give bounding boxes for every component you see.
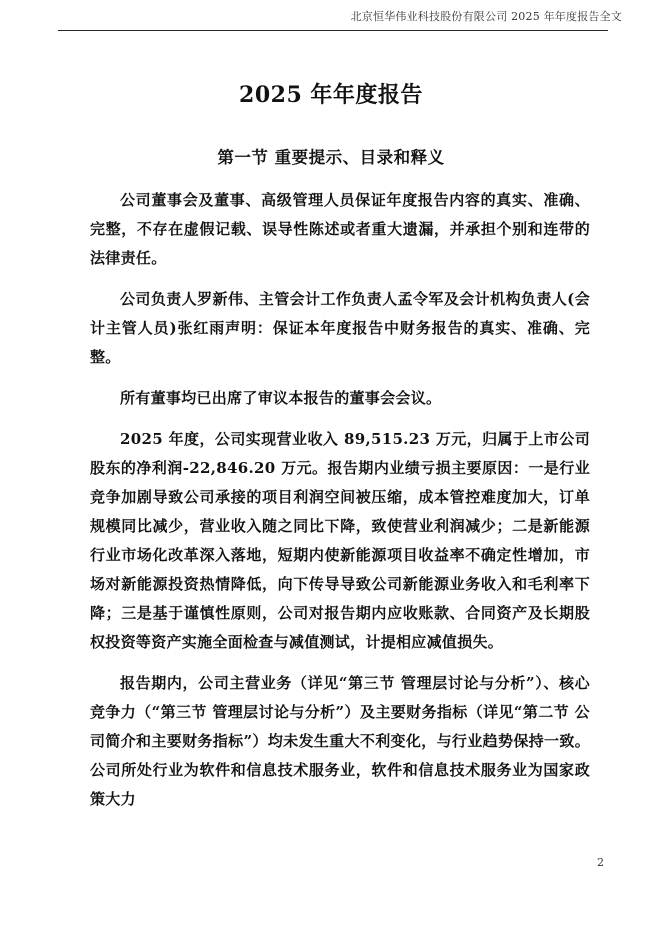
section-title: 第一节 重要提示、目录和释义: [217, 148, 445, 167]
page-number: 2: [597, 856, 604, 869]
header-divider: [58, 30, 608, 31]
paragraph-performance: 2025 年度，公司实现营业收入 89,515.23 万元，归属于上市公司股东的净利润-22,846.20 万元。报告期内业绩亏损主要原因：一是行业竞争加剧导致公司承接的项目利润空间被压缩，成本管控难度加大，订单规模同比减少，营业收入随之同比下降，致使营业利润减少；二是新能源行业市场化改革深入落地，短期内使新能源项目收益率不确定性增加，市场对新能源投资热情降低，向下传导导致公司新能源业务收入和毛利率下降；三是基于谨慎性原则，公司对报告期内应收账款、合同资产及长期股权投资等资产实施全面检查与减值测试，计提相应减值损失。: [90, 430, 590, 651]
document-body: [90, 186, 590, 826]
paragraph-board-statement: 公司董事会及董事、高级管理人员保证年度报告内容的真实、准确、完整，不存在虚假记载、误导性陈述或者重大遗漏，并承担个别和连带的法律责任。: [90, 191, 590, 267]
paragraph-directors-attendance: 所有董事均已出席了审议本报告的董事会会议。: [120, 389, 442, 407]
paragraph-responsible-persons: 公司负责人罗新伟、主管会计工作负责人孟令军及会计机构负责人(会计主管人员)张红雨声明：保证本年度报告中财务报告的真实、准确、完整。: [90, 290, 590, 366]
document-title: 2025 年年度报告: [239, 82, 423, 108]
running-header: 北京恒华伟业科技股份有限公司 2025 年年度报告全文: [350, 10, 622, 23]
paragraph-main-business: 报告期内，公司主营业务（详见“第三节 管理层讨论与分析”）、核心竞争力（“第三节 管理层讨论与分析”）及主要财务指标（详见“第二节 公司简介和主要财务指标”）均未发生重大不利变化，与行业趋势保持一致。公司所处行业为软件和信息技术服务业，软件和信息技术服务业为国家政策大力: [90, 674, 590, 808]
